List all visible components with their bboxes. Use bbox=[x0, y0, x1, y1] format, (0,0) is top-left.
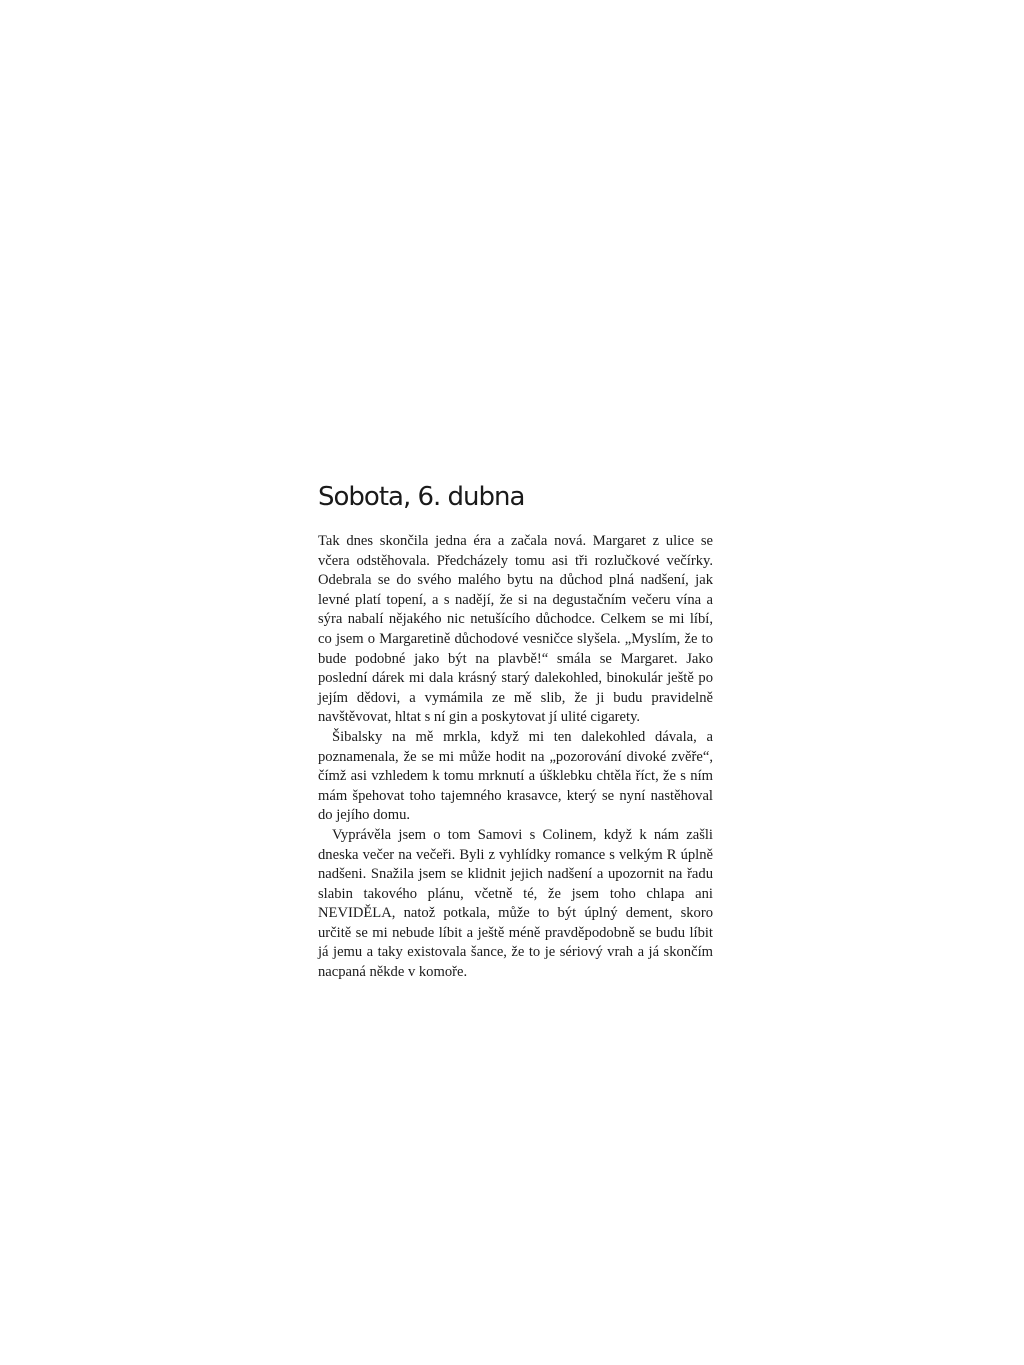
diary-entry-heading: Sobota, 6. dubna bbox=[318, 482, 525, 512]
paragraph: Šibalsky na mě mrkla, když mi ten dalekohled dávala, a poznamenala, že se mi může hodit na „pozorování divoké zvěře“, čímž asi vzhledem k tomu mrknutí a úšklebku chtěla říct, že s ním mám špehovat toho tajemného krasavce, který se nyní nastěhoval do jejího domu. bbox=[318, 728, 713, 824]
diary-entry-body bbox=[318, 532, 713, 983]
paragraph: Tak dnes skončila jedna éra a začala nová. Margaret z ulice se včera odstěhovala. Předcházely tomu asi tři rozlučkové večírky. Odebrala se do svého malého bytu na důchod plná nadšení, jak levné platí topení, a s nadějí, že si na degustačním večeru vína a sýra nabalí nějakého nic netušícího důchodce. Celkem se mi líbí, co jsem o Margaretině důchodové vesničce slyšela. „Myslím, že to bude podobné jako být na plavbě!“ smála se Margaret. Jako poslední dárek mi dala krásný starý dalekohled, binokulár ještě po jejím dědovi, a vymámila ze mě slib, že ji budu pravidelně navštěvovat, hltat s ní gin a poskytovat jí ulité cigarety. bbox=[318, 533, 713, 726]
paragraph: Vyprávěla jsem o tom Samovi s Colinem, když k nám zašli dneska večer na večeři. Byli z vyhlídky romance s velkým R úplně nadšeni. Snažila jsem se klidnit jejich nadšení a upozornit na řadu slabin takového plánu, včetně té, že jsem toho chlapa ani NEVIDĚLA, natož potkala, může to být úplný dement, skoro určitě se mi nebude líbit a ještě méně pravděpodobně se budu líbit já jemu a taky existovala šance, že to je sériový vrah a já skončím nacpaná někde v komoře. bbox=[318, 826, 713, 981]
